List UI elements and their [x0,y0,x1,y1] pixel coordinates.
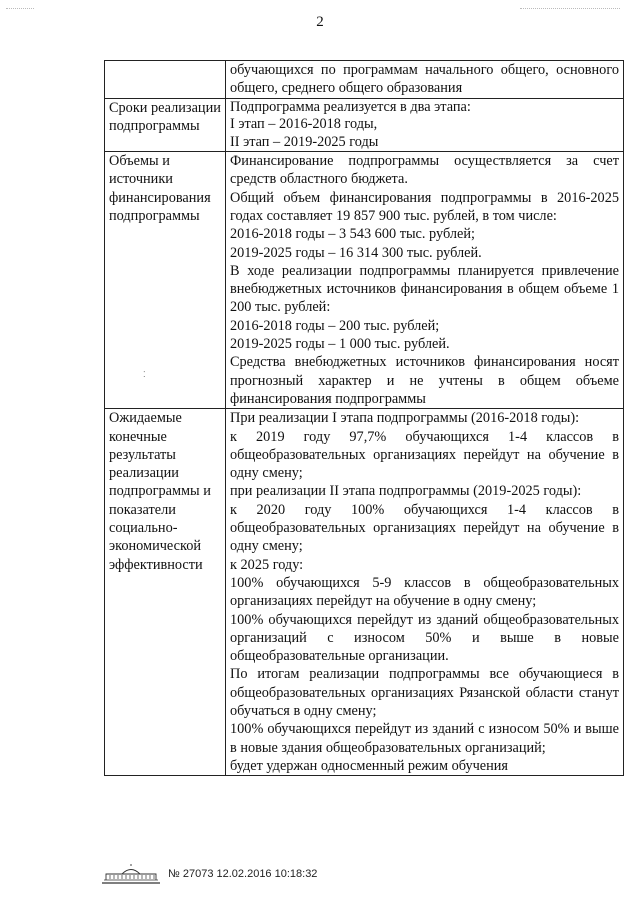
paragraph: II этап – 2019-2025 годы [230,133,379,150]
paragraph: к 2019 году 97,7% обучающихся 1-4 классов в общеобразовательных организациях перейдут на обучение в одну смену; [230,428,619,482]
row-content [226,98,624,152]
paragraph: По итогам реализации подпрограммы все обучающиеся в общеобразовательных организациях Рязанской области станут обучаться в одну смену; [230,666,619,719]
paragraph: к 2020 году 100% обучающихся 1-4 классов в общеобразовательных организациях перейдут на обучение в одну смену; [230,501,619,555]
registration-stamp [100,862,317,886]
paragraph: 100% обучающихся 5-9 классов в общеобразовательных организациях перейдут на обучение в одну смену; [230,574,619,610]
paragraph: 2016-2018 годы – 3 543 600 тыс. рублей; [230,226,475,243]
subprogram-passport-table [104,60,624,776]
page-number: 2 [316,14,324,30]
paragraph: Средства внебюджетных источников финансирования носят прогнозный характер и не учтены в общем объеме финансирования подпрограммы [230,354,619,407]
paragraph: Общий объем финансирования подпрограммы в 2016-2025 годах составляет 19 857 900 тыс. рублей, в том числе: [230,189,619,224]
paragraph: 100% обучающихся перейдут из зданий общеобразовательных организаций с износом 50% и выше в новые общеобразовательные организации. [230,611,619,665]
table-row [105,61,624,99]
table-row [105,152,624,409]
paragraph: 2019-2025 годы – 1 000 тыс. рублей. [230,336,450,353]
paragraph: Финансирование подпрограммы осуществляется за счет средств областного бюджета. [230,153,619,188]
paragraph: к 2025 году: [230,556,304,573]
row-content [226,409,624,776]
paragraph: 100% обучающихся перейдут из зданий с износом 50% и выше в новые здания общеобразовательных организаций; [230,721,619,756]
row-label: Ожидаемые конечные результаты реализации подпрограммы и показатели социально-экономической эффективности [105,409,226,776]
registration-number: № 27073 12.02.2016 10:18:32 [168,868,318,880]
table-row [105,409,624,776]
table-row [105,98,624,152]
paragraph: обучающихся по программам начального общего, основного общего, среднего общего образования [230,62,619,97]
paragraph: будет удержан односменный режим обучения [230,757,509,774]
row-label: Объемы и источники финансирования подпрограммы [105,152,226,409]
scan-dot: ⁚ [143,370,146,379]
building-logo-icon [100,863,162,885]
row-label: Сроки реализации подпрограммы [105,98,226,152]
row-label [105,61,226,99]
paragraph: В ходе реализации подпрограммы планируется привлечение внебюджетных источников финансирования в общем объеме 1 200 тыс. рублей: [230,262,619,316]
paragraph: при реализации II этапа подпрограммы (2019-2025 годы): [230,483,582,500]
scan-mark [6,8,34,11]
paragraph: I этап – 2016-2018 годы, [230,116,378,133]
paragraph: Подпрограмма реализуется в два этапа: [230,98,471,115]
paragraph: 2016-2018 годы – 200 тыс. рублей; [230,317,440,334]
scan-mark [520,8,620,11]
paragraph: При реализации I этапа подпрограммы (2016-2018 годы): [230,410,580,427]
row-content [226,61,624,99]
paragraph: 2019-2025 годы – 16 314 300 тыс. рублей. [230,244,482,261]
row-content [226,152,624,409]
